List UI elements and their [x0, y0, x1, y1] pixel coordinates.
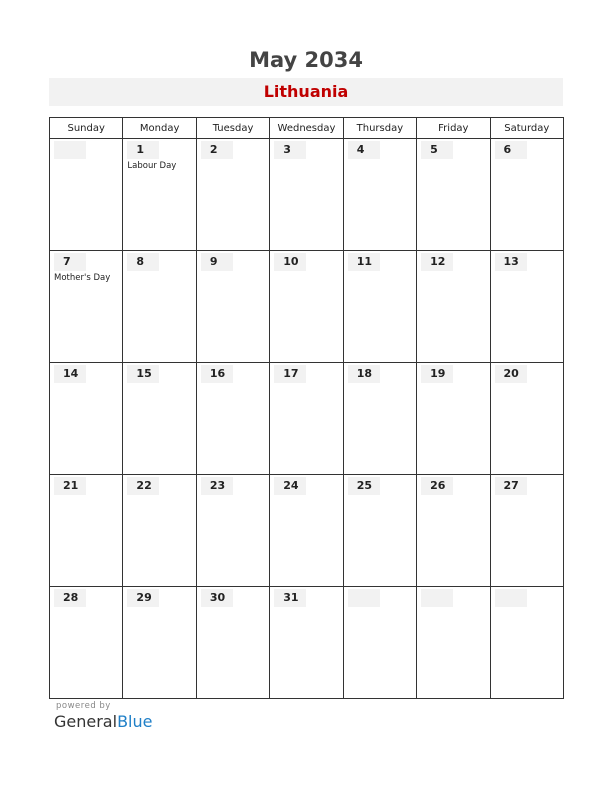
holiday-label: Labour Day [127, 161, 177, 171]
weekday-wednesday: Wednesday [270, 118, 343, 139]
brand-logo[interactable] [54, 712, 152, 731]
day-cell [343, 251, 416, 363]
day-cell [196, 475, 269, 587]
weekday-friday: Friday [417, 118, 490, 139]
day-number: 2 [201, 141, 233, 159]
day-number: 28 [54, 589, 86, 607]
week-row [50, 139, 564, 251]
day-cell [417, 139, 490, 251]
day-cell [50, 139, 123, 251]
weekday-monday: Monday [123, 118, 196, 139]
day-cell [196, 363, 269, 475]
day-cell [123, 587, 196, 699]
day-number: 6 [495, 141, 527, 159]
day-number: 21 [54, 477, 86, 495]
day-number: 17 [274, 365, 306, 383]
day-number: 1 [127, 141, 159, 159]
day-number [54, 141, 86, 159]
day-cell [417, 363, 490, 475]
day-cell [270, 475, 343, 587]
day-number: 10 [274, 253, 306, 271]
day-cell [343, 587, 416, 699]
day-number: 27 [495, 477, 527, 495]
day-number: 3 [274, 141, 306, 159]
day-cell [417, 475, 490, 587]
day-cell [123, 251, 196, 363]
day-number: 15 [127, 365, 159, 383]
day-cell [50, 475, 123, 587]
day-number: 25 [348, 477, 380, 495]
day-number: 9 [201, 253, 233, 271]
week-row [50, 251, 564, 363]
day-cell [417, 587, 490, 699]
day-number: 26 [421, 477, 453, 495]
day-cell [270, 363, 343, 475]
day-number [495, 589, 527, 607]
day-cell [490, 251, 563, 363]
day-number: 19 [421, 365, 453, 383]
holiday-label: Mother's Day [54, 273, 111, 283]
day-number [348, 589, 380, 607]
week-row [50, 475, 564, 587]
calendar-grid [49, 117, 564, 699]
day-cell [343, 363, 416, 475]
day-cell [270, 251, 343, 363]
weekday-sunday: Sunday [50, 118, 123, 139]
day-number [421, 589, 453, 607]
day-cell [196, 139, 269, 251]
powered-by-text: powered by [56, 701, 111, 711]
day-cell [123, 139, 196, 251]
day-number: 23 [201, 477, 233, 495]
day-cell [50, 587, 123, 699]
day-number: 5 [421, 141, 453, 159]
day-cell [50, 363, 123, 475]
day-cell [270, 587, 343, 699]
day-number: 31 [274, 589, 306, 607]
day-cell [490, 363, 563, 475]
day-cell [490, 475, 563, 587]
day-number: 20 [495, 365, 527, 383]
day-cell [50, 251, 123, 363]
country-name: Lithuania [263, 82, 349, 101]
brand-blue: Blue [117, 712, 153, 731]
day-number: 14 [54, 365, 86, 383]
day-number: 29 [127, 589, 159, 607]
day-number: 16 [201, 365, 233, 383]
brand-general: General [54, 712, 118, 731]
day-number: 11 [348, 253, 380, 271]
page-title: May 2034 [249, 48, 363, 72]
day-number: 30 [201, 589, 233, 607]
day-number: 18 [348, 365, 380, 383]
day-number: 22 [127, 477, 159, 495]
weekday-saturday: Saturday [490, 118, 563, 139]
day-number: 8 [127, 253, 159, 271]
day-number: 13 [495, 253, 527, 271]
day-number: 24 [274, 477, 306, 495]
day-cell [490, 139, 563, 251]
day-cell [196, 587, 269, 699]
day-cell [123, 475, 196, 587]
week-row [50, 363, 564, 475]
day-cell [490, 587, 563, 699]
country-bar [49, 78, 563, 106]
day-cell [343, 475, 416, 587]
day-number: 4 [348, 141, 380, 159]
day-number: 7 [54, 253, 86, 271]
weekday-header-row [50, 118, 564, 139]
day-cell [270, 139, 343, 251]
weekday-tuesday: Tuesday [196, 118, 269, 139]
weekday-thursday: Thursday [343, 118, 416, 139]
day-cell [123, 363, 196, 475]
day-cell [343, 139, 416, 251]
week-row [50, 587, 564, 699]
day-number: 12 [421, 253, 453, 271]
day-cell [417, 251, 490, 363]
day-cell [196, 251, 269, 363]
